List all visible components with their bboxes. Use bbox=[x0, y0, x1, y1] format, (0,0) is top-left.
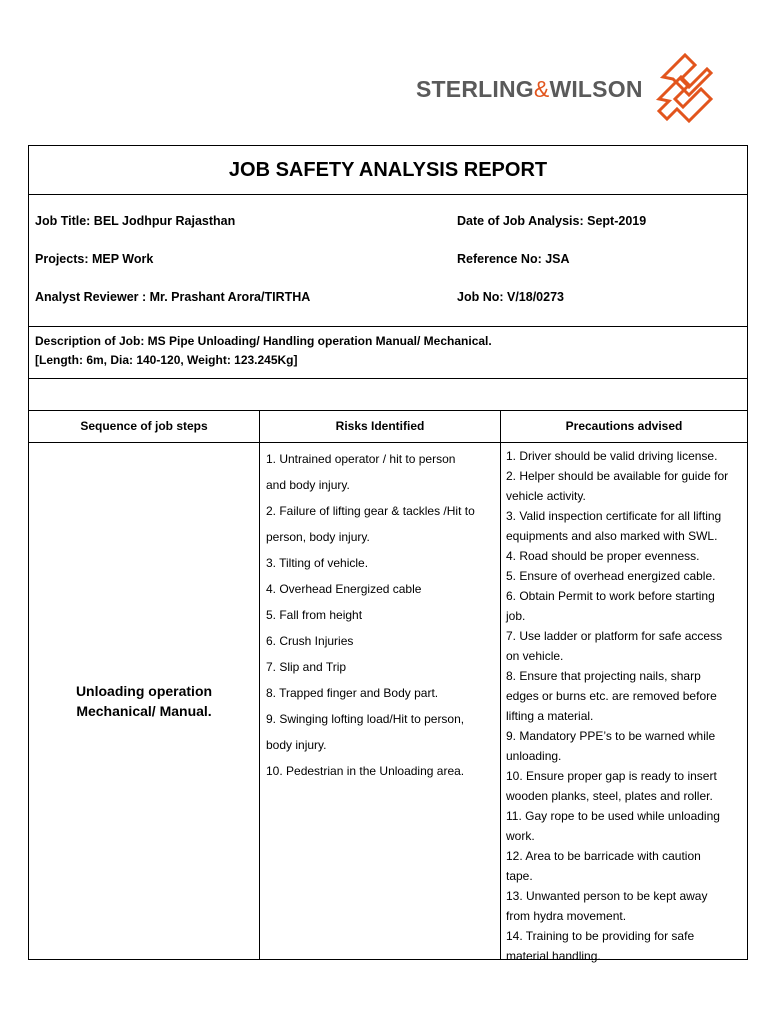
precaution-line: on vehicle. bbox=[506, 649, 564, 663]
projects: Projects: MEP Work bbox=[35, 252, 154, 266]
risk-line: 3. Tilting of vehicle. bbox=[266, 556, 369, 570]
precaution-line: 14. Training to be providing for safe bbox=[506, 929, 695, 943]
header-risks: Risks Identified bbox=[335, 419, 425, 433]
analyst-reviewer: Analyst Reviewer : Mr. Prashant Arora/TIRTHA bbox=[35, 290, 311, 304]
divider bbox=[29, 326, 747, 327]
logo-brand-left: STERLING bbox=[416, 76, 534, 102]
precaution-line: 6. Obtain Permit to work before starting bbox=[506, 589, 715, 603]
precaution-line: edges or burns etc. are removed before bbox=[506, 689, 717, 703]
precaution-line: 2. Helper should be available for guide for bbox=[506, 469, 729, 483]
precaution-line: unloading. bbox=[506, 749, 562, 763]
precaution-line: 1. Driver should be valid driving license. bbox=[506, 449, 718, 463]
risk-line: 4. Overhead Energized cable bbox=[266, 582, 422, 596]
risk-line: 10. Pedestrian in the Unloading area. bbox=[266, 764, 465, 778]
description-line-1: Description of Job: MS Pipe Unloading/ Handling operation Manual/ Mechanical. bbox=[35, 334, 492, 348]
header-sequence: Sequence of job steps bbox=[80, 419, 208, 433]
risk-line: and body injury. bbox=[266, 478, 350, 492]
date-of-analysis: Date of Job Analysis: Sept-2019 bbox=[457, 214, 647, 228]
risk-line: body injury. bbox=[266, 738, 327, 752]
report-title: JOB SAFETY ANALYSIS REPORT bbox=[228, 158, 548, 181]
precaution-line: equipments and also marked with SWL. bbox=[506, 529, 718, 543]
job-step-line-2: Mechanical/ Manual. bbox=[76, 703, 212, 719]
job-no: Job No: V/18/0273 bbox=[457, 290, 564, 304]
divider bbox=[29, 442, 747, 443]
precaution-line: lifting a material. bbox=[506, 709, 594, 723]
description-line-2: [Length: 6m, Dia: 140-120, Weight: 123.245Kg] bbox=[35, 353, 298, 367]
precautions-list bbox=[506, 446, 746, 966]
risks-list bbox=[266, 446, 502, 784]
precaution-line: 11. Gay rope to be used while unloading bbox=[506, 809, 720, 823]
divider bbox=[29, 378, 747, 379]
company-logo bbox=[410, 45, 720, 135]
precaution-line: from hydra movement. bbox=[506, 909, 627, 923]
logo-mark-icon bbox=[655, 49, 715, 129]
reference-no: Reference No: JSA bbox=[457, 252, 570, 266]
precaution-line: tape. bbox=[506, 869, 533, 883]
risk-line: 5. Fall from height bbox=[266, 608, 363, 622]
precaution-line: 7. Use ladder or platform for safe access bbox=[506, 629, 723, 643]
precaution-line: wooden planks, steel, plates and roller. bbox=[506, 789, 713, 803]
risk-line: 2. Failure of lifting gear & tackles /Hit to bbox=[266, 504, 475, 518]
jsa-report bbox=[28, 145, 748, 963]
risk-line: 1. Untrained operator / hit to person bbox=[266, 452, 456, 466]
job-step-label bbox=[29, 681, 259, 721]
precaution-line: 5. Ensure of overhead energized cable. bbox=[506, 569, 716, 583]
risk-line: 8. Trapped finger and Body part. bbox=[266, 686, 439, 700]
precaution-line: 10. Ensure proper gap is ready to insert bbox=[506, 769, 717, 783]
precaution-line: 8. Ensure that projecting nails, sharp bbox=[506, 669, 701, 683]
risk-line: 6. Crush Injuries bbox=[266, 634, 354, 648]
risk-line: 9. Swinging lofting load/Hit to person, bbox=[266, 712, 465, 726]
risk-line: 7. Slip and Trip bbox=[266, 660, 347, 674]
precaution-line: 13. Unwanted person to be kept away bbox=[506, 889, 708, 903]
risk-line: person, body injury. bbox=[266, 530, 370, 544]
precaution-line: job. bbox=[506, 609, 526, 623]
precaution-line: 3. Valid inspection certificate for all lifting bbox=[506, 509, 722, 523]
precaution-line: vehicle activity. bbox=[506, 489, 586, 503]
precaution-line: 4. Road should be proper evenness. bbox=[506, 549, 700, 563]
precaution-line: 12. Area to be barricade with caution bbox=[506, 849, 701, 863]
job-step-line-1: Unloading operation bbox=[75, 683, 213, 699]
header-precautions: Precautions advised bbox=[565, 419, 683, 433]
job-title: Job Title: BEL Jodhpur Rajasthan bbox=[35, 214, 236, 228]
precaution-line: material handling. bbox=[506, 949, 601, 963]
job-description bbox=[35, 332, 492, 370]
column-divider bbox=[259, 410, 260, 959]
logo-ampersand: & bbox=[533, 76, 550, 102]
precaution-line: 9. Mandatory PPE’s to be warned while bbox=[506, 729, 716, 743]
logo-brand-right: WILSON bbox=[549, 76, 643, 102]
precaution-line: work. bbox=[506, 829, 535, 843]
logo-wordmark bbox=[416, 76, 643, 103]
title-row bbox=[29, 146, 747, 195]
